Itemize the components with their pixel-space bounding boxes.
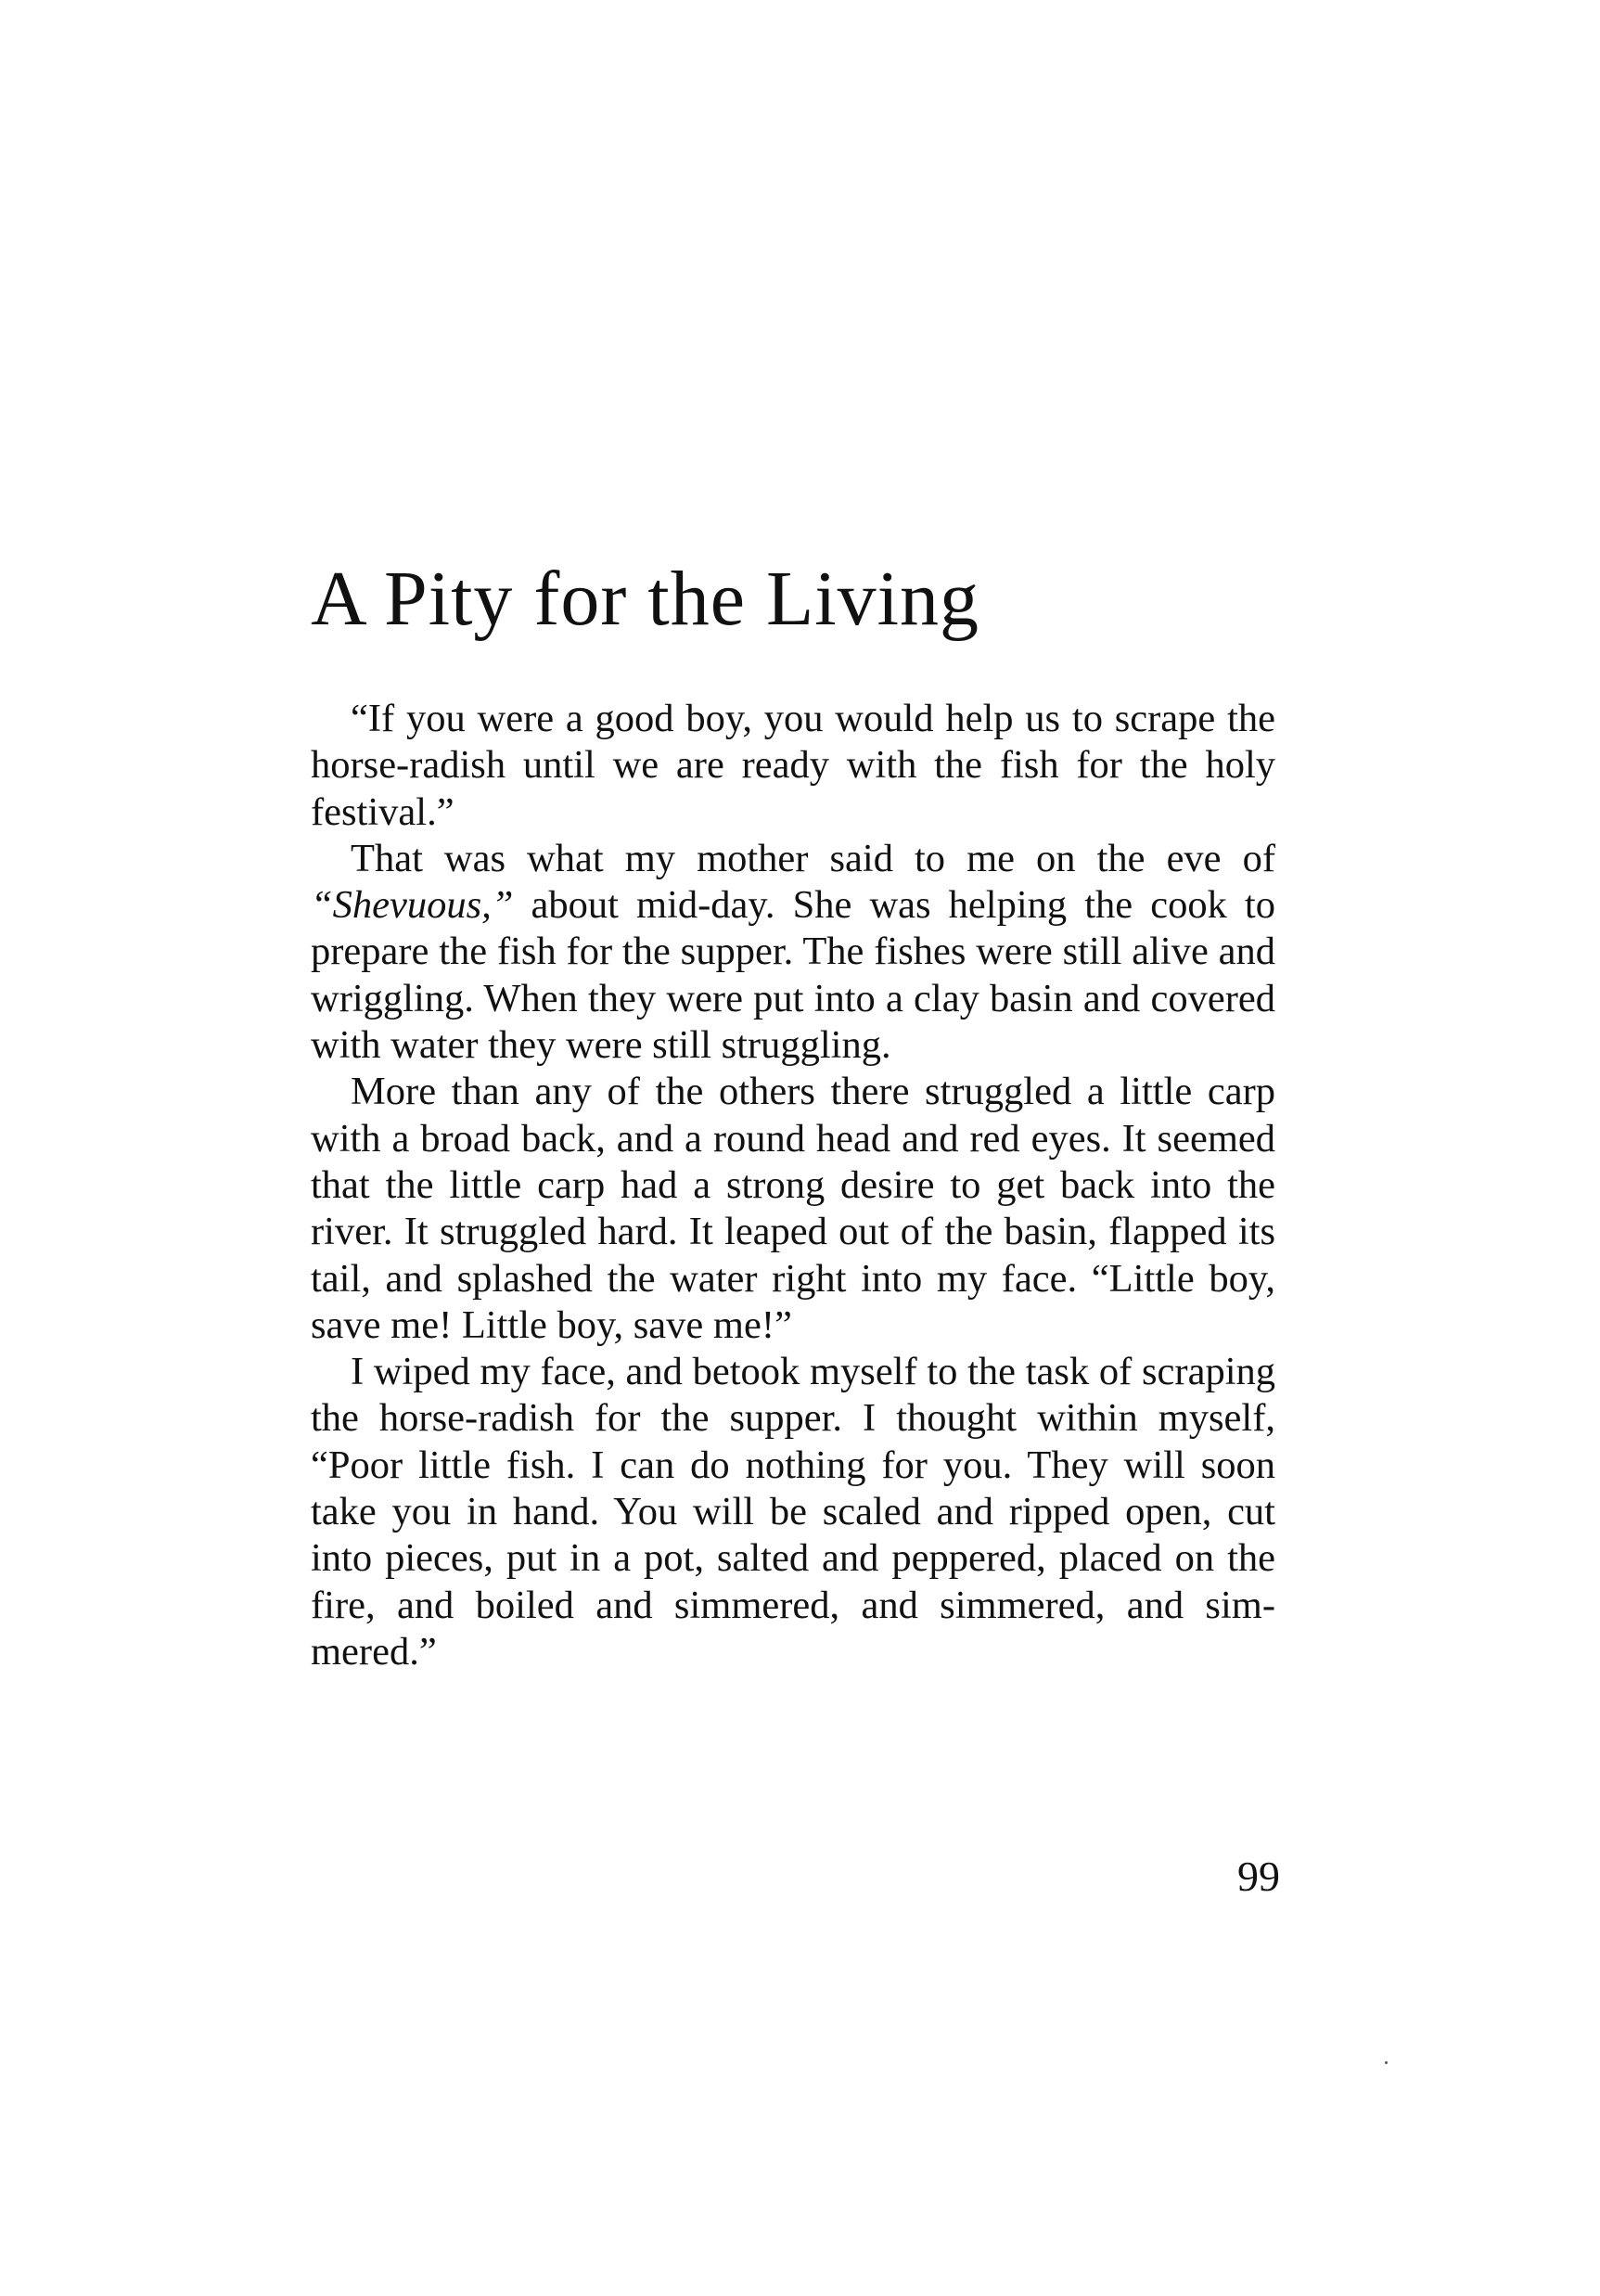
chapter-title: A Pity for the Living	[311, 556, 979, 642]
body-text	[311, 696, 1275, 1675]
paragraph-2	[311, 836, 1275, 1069]
festival-name: “Shevuous,”	[311, 883, 514, 928]
paragraph-3: More than any of the others there struggled a little carp with a broad back, and a round head and red eyes. It seemed that the little carp had a strong desire to get back into the river. It struggled hard. It leaped out of the basin, flapped its tail, and splashed the water right into my face. “Little boy, save me! Little boy, save me!”	[311, 1070, 1275, 1347]
scan-speck	[1385, 2061, 1388, 2064]
paragraph-4: I wiped my face, and betook myself to the task of scraping the horse-radish for the supper. I thought within myself, “Poor little fish. I can do nothing for you. They will soon take you in hand. You will be scaled and ripped open, cut into pieces, put in a pot, salted and peppered, placed on the fire, and boiled and simmered, and simmered, and simmered.”	[311, 1350, 1275, 1674]
paragraph-2-lead: That was what my mother said to me on the eve of	[351, 836, 1275, 880]
paragraph-1: “If you were a good boy, you would help us to scrape the horse-radish until we are ready with the fish for the holy festival.”	[311, 697, 1275, 834]
page-number: 99	[1237, 1853, 1280, 1900]
paragraph-2-rest: about mid-day. She was helping the cook to prepare the fish for the supper. The fishes were still alive and wriggling. When they were put into a clay basin and covered with water they were still struggling.	[311, 883, 1275, 1068]
